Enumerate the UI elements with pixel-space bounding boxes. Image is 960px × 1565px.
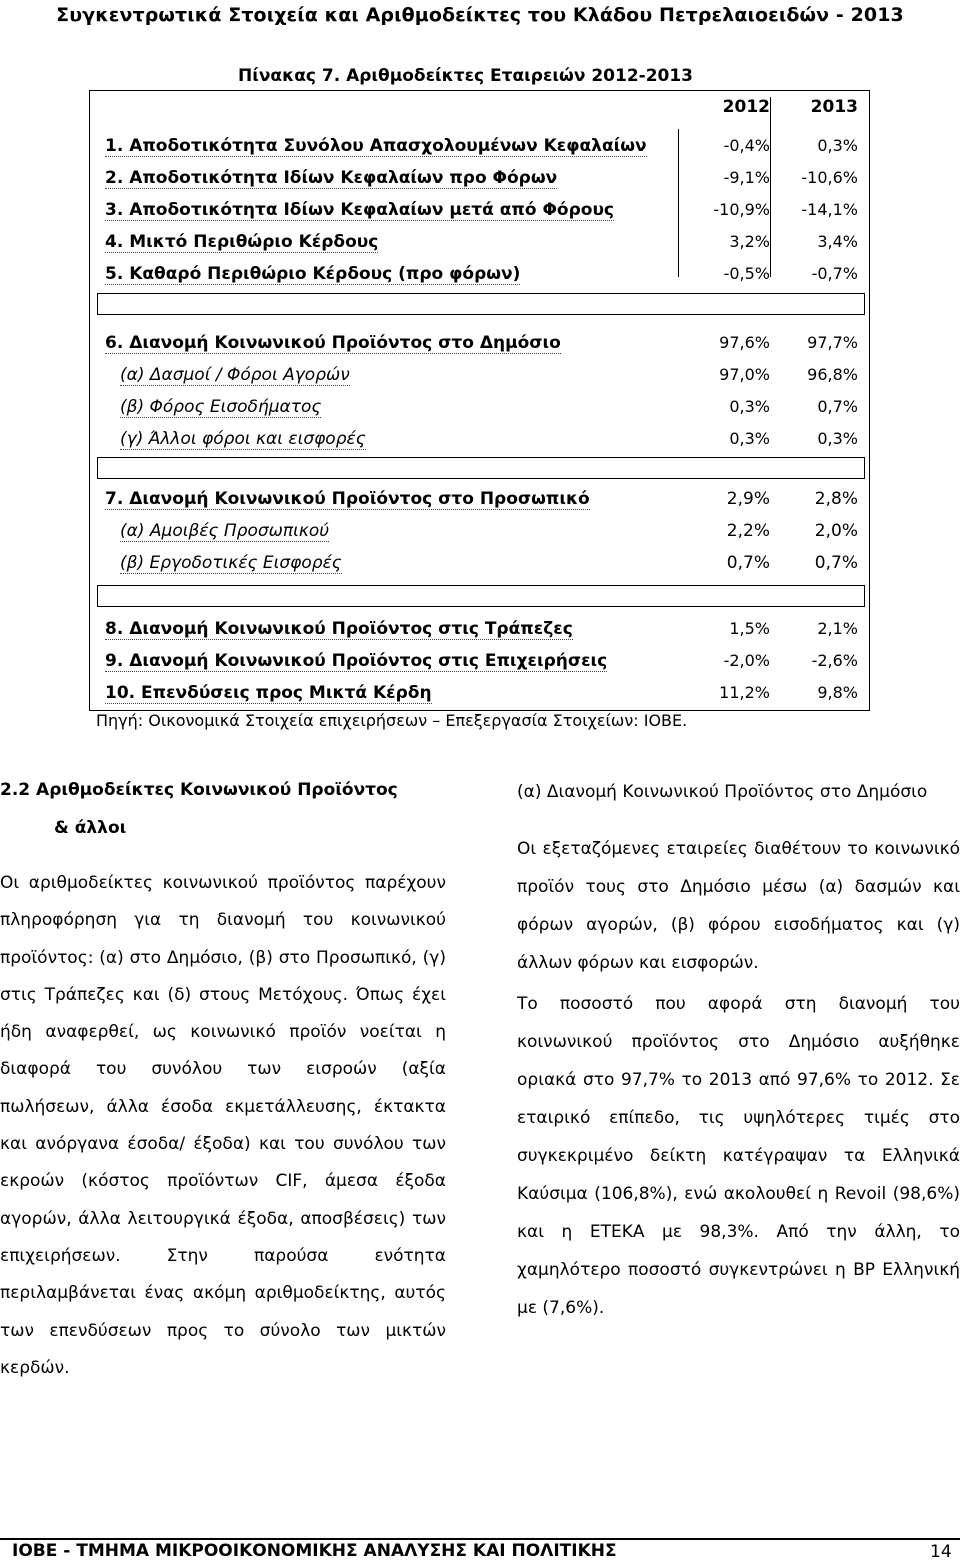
value-2013: 97,7% <box>807 333 858 352</box>
col-header-2012: 2012 <box>722 97 770 117</box>
table-row <box>90 619 869 649</box>
row-label: (β) Εργοδοτικές Εισφορές <box>120 553 342 573</box>
value-2013: 0,3% <box>817 136 858 155</box>
value-2012: -2,0% <box>723 651 770 670</box>
table-header-row <box>90 97 869 127</box>
table-row <box>90 553 869 583</box>
section-heading: 2.2 Αριθμοδείκτες Κοινωνικού Προϊόντος <box>0 780 398 800</box>
value-2013: 0,7% <box>814 553 858 573</box>
value-2012: 11,2% <box>719 683 770 702</box>
table-row <box>90 521 869 551</box>
value-2012: -0,5% <box>723 264 770 283</box>
row-label: (α) Αμοιβές Προσωπικού <box>120 521 330 541</box>
section-heading-continued: & άλλοι <box>54 818 127 838</box>
row-label: 3. Αποδοτικότητα Ιδίων Κεφαλαίων μετά από Φόρους <box>105 200 615 220</box>
value-2012: 1,5% <box>729 619 770 638</box>
spacer-box <box>97 293 865 315</box>
right-column-text <box>517 830 960 982</box>
table-row <box>90 489 869 519</box>
row-label: 2. Αποδοτικότητα Ιδίων Κεφαλαίων προ Φόρων <box>105 168 558 188</box>
table-row <box>90 264 869 294</box>
table-row <box>90 200 869 230</box>
value-2013: 0,3% <box>817 429 858 448</box>
page-number: 14 <box>930 1542 952 1562</box>
value-2013: 9,8% <box>817 683 858 702</box>
value-2013: 96,8% <box>807 365 858 384</box>
value-2012: 97,0% <box>719 365 770 384</box>
value-2012: 0,3% <box>729 429 770 448</box>
table-row <box>90 136 869 166</box>
table-row <box>90 168 869 198</box>
right-column-text <box>517 985 960 1327</box>
value-2013: 0,7% <box>817 397 858 416</box>
row-label: 4. Μικτό Περιθώριο Κέρδους <box>105 232 379 252</box>
row-label: 9. Διανομή Κοινωνικού Προϊόντος στις Επιχειρήσεις <box>105 651 608 671</box>
value-2013: -10,6% <box>801 168 858 187</box>
value-2012: 3,2% <box>729 232 770 251</box>
table-row <box>90 651 869 681</box>
spacer-box <box>97 585 865 607</box>
spacer-box <box>97 457 865 479</box>
right-column-heading <box>517 780 960 804</box>
table-row <box>90 397 869 427</box>
row-label: (α) Δασμοί / Φόροι Αγορών <box>120 365 350 385</box>
body-paragraph: Οι αριθμοδείκτες κοινωνικού προϊόντος παρέχουν πληροφόρηση για τη διανομή του κοινωνικού προϊόντος: (α) στο Δημόσιο, (β) στο Προσωπικό, (γ) στις Τράπεζες και (δ) στους Μετόχους. Όπως έχει ήδη αναφερθεί, ως κοινωνικό προϊόν νοείται η διαφορά του συνόλου των εισροών (αξία πωλήσεων, άλλα έσοδα εκμετάλλευσης, έκτακτα και ανόργανα έσοδα/ έξοδα) και του συνόλου των εκροών (κόστος προϊόντων CIF, άμεσα έξοδα αγορών, άλλα λειτουργικά έξοδα, αποσβέσεις) των επιχειρήσεων. Στην παρούσα ενότητα περιλαμβάνεται ένας ακόμη αριθμοδείκτης, αυτός των επενδύσεων προς το σύνολο των μικτών κερδών. <box>0 873 446 1378</box>
value-2012: -9,1% <box>723 168 770 187</box>
value-2012: 2,9% <box>726 489 770 509</box>
left-column-text <box>0 865 446 1387</box>
value-2013: 2,1% <box>817 619 858 638</box>
document-header-title: Συγκεντρωτικά Στοιχεία και Αριθμοδείκτες του Κλάδου Πετρελαιοειδών - 2013 <box>56 4 904 26</box>
value-2013: -2,6% <box>811 651 858 670</box>
row-label: 5. Καθαρό Περιθώριο Κέρδους (προ φόρων) <box>105 264 521 284</box>
row-label: (β) Φόρος Εισοδήματος <box>120 397 322 417</box>
table-row <box>90 683 869 713</box>
table-source-note: Πηγή: Οικονομικά Στοιχεία επιχειρήσεων – Επεξεργασία Στοιχείων: ΙΟΒΕ. <box>96 711 688 730</box>
value-2013: -14,1% <box>801 200 858 219</box>
body-paragraph: Οι εξεταζόμενες εταιρείες διαθέτουν το κοινωνικό προϊόν τους στο Δημόσιο μέσω (α) δασμών και φόρων αγορών, (β) φόρου εισοδήματος και (γ) άλλων φόρων και εισφορών. <box>517 839 960 973</box>
footer-organization: ΙΟΒΕ - ΤΜΗΜΑ ΜΙΚΡΟΟΙΚΟΝΟΜΙΚΗΣ ΑΝΑΛΥΣΗΣ ΚΑΙ ΠΟΛΙΤΙΚΗΣ <box>12 1541 617 1561</box>
value-2013: -0,7% <box>811 264 858 283</box>
row-label: 8. Διανομή Κοινωνικού Προϊόντος στις Τράπεζες <box>105 619 573 639</box>
value-2013: 2,0% <box>814 521 858 541</box>
row-label: 1. Αποδοτικότητα Συνόλου Απασχολουμένων Κεφαλαίων <box>105 136 647 156</box>
table-row <box>90 429 869 459</box>
value-2012: 0,7% <box>726 553 770 573</box>
table-row <box>90 232 869 262</box>
footer-divider <box>0 1538 960 1540</box>
value-2012: -10,9% <box>713 200 770 219</box>
body-paragraph: Το ποσοστό που αφορά στη διανομή του κοινωνικού προϊόντος στο Δημόσιο αυξήθηκε οριακά στο 97,7% το 2013 από 97,6% το 2012. Σε εταιρικό επίπεδο, τις υψηλότερες τιμές στο συγκεκριμένο δείκτη κατέγραψαν τα Ελληνικά Καύσιμα (106,8%), ενώ ακολουθεί η Revoil (98,6%) και η ΕΤΕΚΑ με 98,3%. Από την άλλη, το χαμηλότερο ποσοστό συγκεντρώνει η BP Ελληνική με (7,6%). <box>517 994 960 1318</box>
value-2012: -0,4% <box>723 136 770 155</box>
table-row <box>90 333 869 363</box>
table-title: Πίνακας 7. Αριθμοδείκτες Εταιρειών 2012-2013 <box>238 66 694 86</box>
row-label: (γ) Άλλοι φόροι και εισφορές <box>120 429 366 449</box>
col-header-2013: 2013 <box>810 97 858 117</box>
value-2012: 2,2% <box>726 521 770 541</box>
value-2012: 0,3% <box>729 397 770 416</box>
value-2012: 97,6% <box>719 333 770 352</box>
table-row <box>90 365 869 395</box>
row-label: 10. Επενδύσεις προς Μικτά Κέρδη <box>105 683 432 703</box>
ratios-table <box>89 90 870 711</box>
row-label: 6. Διανομή Κοινωνικού Προϊόντος στο Δημόσιο <box>105 333 561 353</box>
value-2013: 2,8% <box>814 489 858 509</box>
value-2013: 3,4% <box>817 232 858 251</box>
subsection-heading: (α) Διανομή Κοινωνικού Προϊόντος στο Δημόσιο <box>517 782 928 802</box>
row-label: 7. Διανομή Κοινωνικού Προϊόντος στο Προσωπικό <box>105 489 590 509</box>
